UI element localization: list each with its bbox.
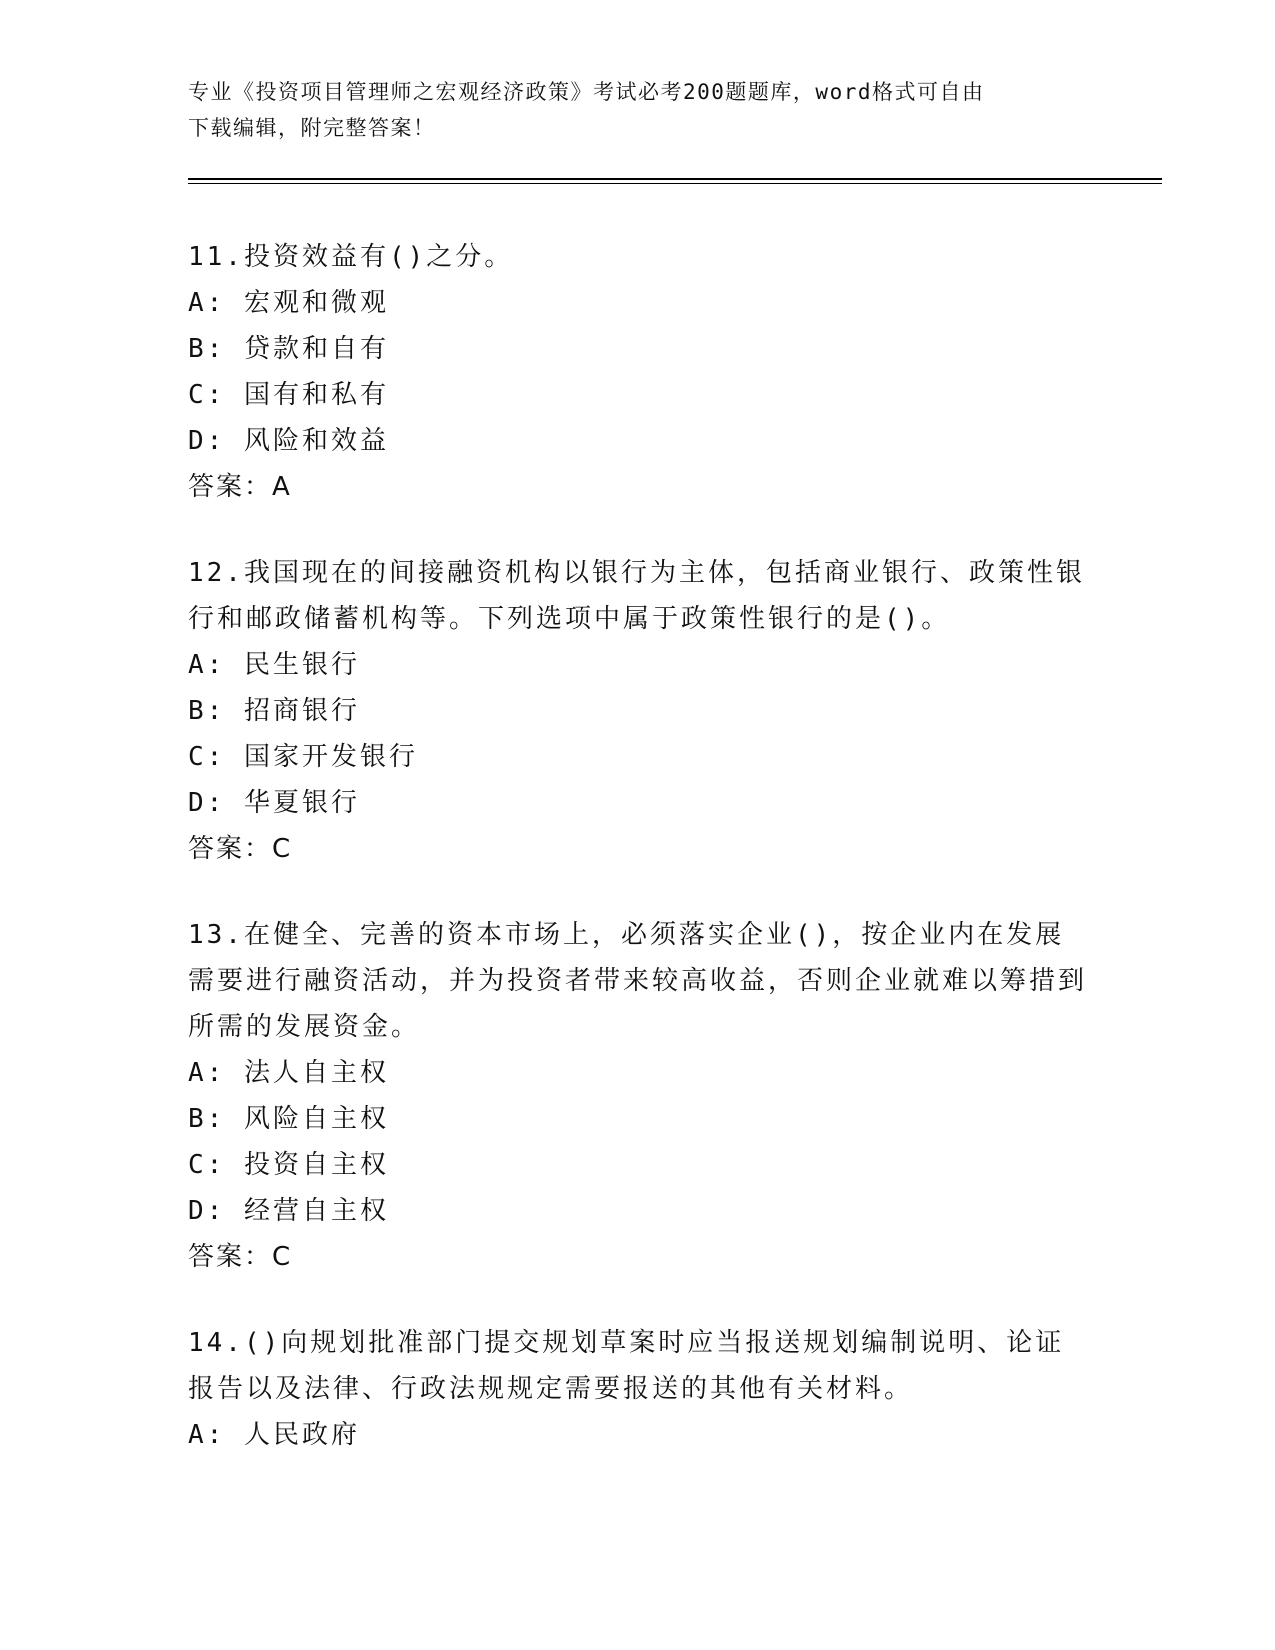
question-14 (188, 1320, 1088, 1458)
option-d: D: 华夏银行 (188, 788, 360, 818)
document-header (188, 74, 1068, 146)
question-stem: 11.投资效益有()之分。 (188, 242, 514, 272)
option-a: A: 宏观和微观 (188, 288, 389, 318)
header-line-2: 下载编辑，附完整答案！ (188, 116, 436, 140)
option-a: A: 人民政府 (188, 1420, 360, 1450)
option-b: B: 贷款和自有 (188, 334, 389, 364)
answer-line: 答案：C (188, 1242, 293, 1272)
answer-line: 答案：A (188, 472, 292, 502)
option-b: B: 招商银行 (188, 696, 360, 726)
header-divider-thin (188, 183, 1162, 184)
header-divider-thick (188, 178, 1162, 180)
question-13 (188, 912, 1088, 1280)
option-d: D: 经营自主权 (188, 1196, 389, 1226)
question-stem: 13.在健全、完善的资本市场上，必须落实企业()，按企业内在发展需要进行融资活动，并为投资者带来较高收益，否则企业就难以筹措到所需的发展资金。 (188, 920, 1088, 1042)
option-a: A: 法人自主权 (188, 1058, 389, 1088)
question-11 (188, 234, 1088, 510)
option-c: C: 投资自主权 (188, 1150, 389, 1180)
question-12 (188, 550, 1088, 872)
answer-line: 答案：C (188, 834, 293, 864)
option-c: C: 国家开发银行 (188, 742, 418, 772)
question-stem: 14.()向规划批准部门提交规划草案时应当报送规划编制说明、论证报告以及法律、行政法规规定需要报送的其他有关材料。 (188, 1328, 1065, 1404)
option-a: A: 民生银行 (188, 650, 360, 680)
option-d: D: 风险和效益 (188, 426, 389, 456)
question-stem: 12.我国现在的间接融资机构以银行为主体，包括商业银行、政策性银行和邮政储蓄机构等。下列选项中属于政策性银行的是()。 (188, 558, 1085, 634)
option-b: B: 风险自主权 (188, 1104, 389, 1134)
header-line-1: 专业《投资项目管理师之宏观经济政策》考试必考200题题库，word格式可自由 (188, 80, 985, 104)
option-c: C: 国有和私有 (188, 380, 389, 410)
question-list (188, 234, 1088, 1498)
